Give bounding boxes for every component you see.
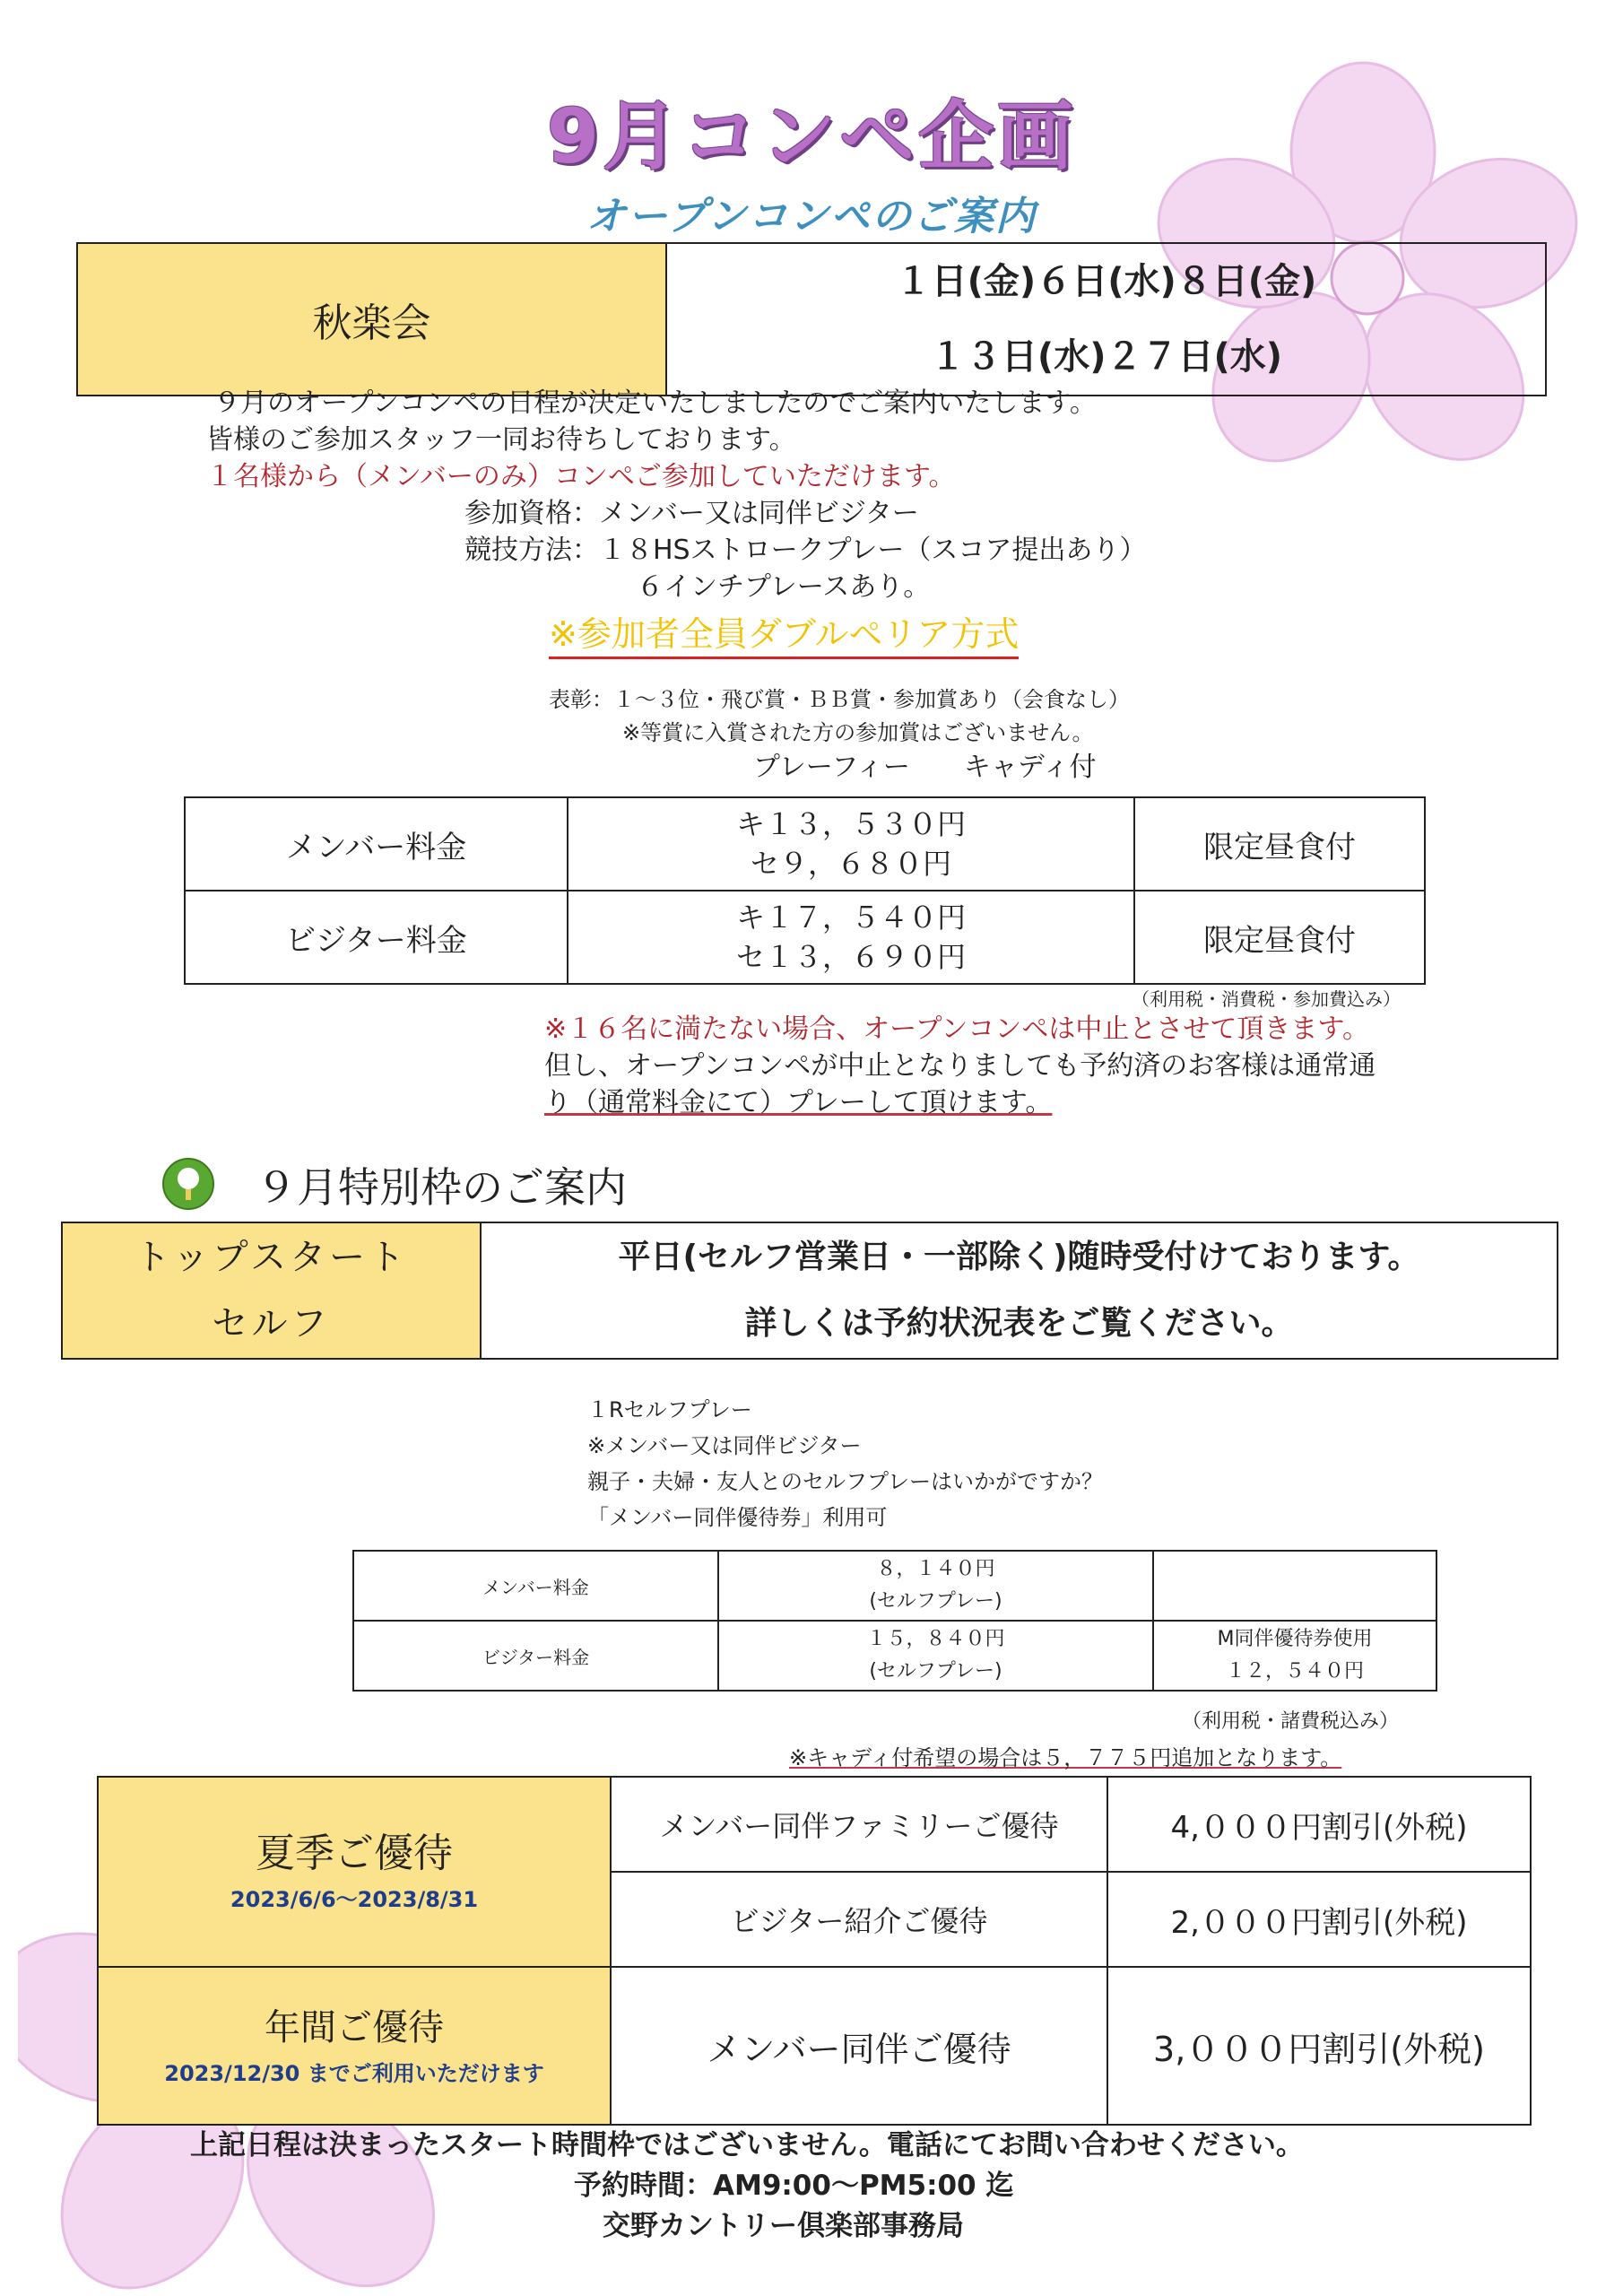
cancel-note-2: 但し、オープンコンペが中止となりましても予約済のお客様は通常通 xyxy=(544,1050,1376,1082)
self-fee-note-visitor xyxy=(1153,1621,1436,1691)
self-fee-price-member-sub: (セルフプレー) xyxy=(869,1590,1002,1613)
footer-reservation-hours: 予約時間：AM9:00～PM5:00 迄 xyxy=(574,2170,1014,2202)
special-description xyxy=(481,1222,1558,1359)
annual-offer-item-name: メンバー同伴ご優待 xyxy=(611,1967,1107,2125)
self-fee-note-visitor-2: １２，５４０円 xyxy=(1225,1660,1364,1683)
self-fee-price-visitor xyxy=(718,1621,1153,1691)
special-desc-line2: 詳しくは予約状況表をご覧ください。 xyxy=(744,1305,1294,1342)
special-info-2: ※メンバー又は同伴ビジター xyxy=(587,1433,862,1458)
event-dates-line1: １日(金)６日(水)８日(金) xyxy=(895,261,1317,302)
cancel-note: ※１６名に満たない場合、オープンコンペは中止とさせて頂きます。 xyxy=(544,1013,1370,1045)
competition-method-note: ６インチプレースあり。 xyxy=(637,571,931,603)
fee-note-visitor: 限定昼食付 xyxy=(1134,891,1425,984)
page-title: 9月コンペ企画 xyxy=(546,92,1077,180)
event-dates xyxy=(666,243,1546,396)
fee-label-member: メンバー料金 xyxy=(185,797,568,891)
event-dates-line2: １３日(水)２７日(水) xyxy=(929,336,1283,378)
event-table xyxy=(76,242,1547,396)
awards-note: ※等賞に入賞された方の参加賞はございません。 xyxy=(622,720,1094,745)
special-label-line1: トップスタート xyxy=(134,1237,409,1278)
self-fee-price-visitor-value: １５，８４０円 xyxy=(866,1628,1005,1650)
fee-header: プレーフィー キャディ付 xyxy=(753,752,1097,783)
summer-offer-item-1-name: メンバー同伴ファミリーご優待 xyxy=(611,1777,1107,1872)
special-desc-line1: 平日(セルフ営業日・一部除く)随時受付けております。 xyxy=(618,1239,1420,1275)
fee-price-visitor-self: セ１３，６９０円 xyxy=(735,940,966,974)
footer-club-office: 交野カントリー倶楽部事務局 xyxy=(603,2210,964,2242)
fee-label-visitor: ビジター料金 xyxy=(185,891,568,984)
intro-line1: ９月のオープンコンペの日程が決定いたしましたのでご案内いたします。 xyxy=(213,387,1097,419)
fee-price-visitor xyxy=(568,891,1134,984)
special-label xyxy=(62,1222,481,1359)
self-fee-price-visitor-sub: (セルフプレー) xyxy=(869,1660,1002,1683)
self-fee-note-visitor-1: M同伴優待券使用 xyxy=(1217,1628,1373,1650)
fee-price-visitor-caddie: キ１７，５４０円 xyxy=(735,900,966,935)
special-table xyxy=(61,1222,1558,1360)
summer-offer-item-2-discount: 2,０００円割引(外税) xyxy=(1107,1872,1531,1967)
fee-tax-note: （利用税・消費税・参加費込み） xyxy=(1132,988,1401,1010)
intro-line2: 皆様のご参加スタッフ一同お待ちしております。 xyxy=(206,424,796,456)
self-fee-label-member: メンバー料金 xyxy=(353,1551,718,1621)
summer-offer-period: 2023/6/6～2023/8/31 xyxy=(230,1887,479,1912)
peoria-note: ※参加者全員ダブルペリア方式 xyxy=(549,612,1019,659)
special-info-1: １Rセルフプレー xyxy=(587,1397,752,1422)
summer-offer-item-2-name: ビジター紹介ご優待 xyxy=(611,1872,1107,1967)
footer-line1: 上記日程は決まったスタート時間枠ではございません。電話にてお問い合わせください。 xyxy=(190,2129,1304,2161)
awards: 表彰：１～３位・飛び賞・ＢＢ賞・参加賞あり（会食なし） xyxy=(549,687,1130,712)
self-fee-price-member-value: ８，１４０円 xyxy=(876,1558,995,1580)
self-fee-note-member xyxy=(1153,1551,1436,1621)
special-info-4: 「メンバー同伴優待券」利用可 xyxy=(587,1505,888,1530)
special-info-3: 親子・夫婦・友人とのセルフプレーはいかがですか？ xyxy=(587,1469,1104,1494)
self-fee-label-visitor: ビジター料金 xyxy=(353,1621,718,1691)
event-name: 秋楽会 xyxy=(77,243,666,396)
self-fee-tax-note: （利用税・諸費税込み） xyxy=(1182,1710,1400,1733)
fee-price-member-self: セ９，６８０円 xyxy=(750,847,951,881)
annual-offer-title: 年間ご優待 xyxy=(265,2007,444,2048)
offers-table xyxy=(97,1776,1532,2126)
caddie-note: ※キャディ付希望の場合は５，７７５円追加となります。 xyxy=(789,1745,1342,1770)
fee-note-member: 限定昼食付 xyxy=(1134,797,1425,891)
summer-offer-title: 夏季ご優待 xyxy=(256,1831,453,1876)
fee-price-member xyxy=(568,797,1134,891)
cancel-note-3: り（通常料金にて）プレーして頂けます。 xyxy=(544,1087,1053,1118)
summer-offer xyxy=(98,1777,611,1967)
summer-offer-item-1-discount: 4,０００円割引(外税) xyxy=(1107,1777,1531,1872)
competition-method: 競技方法：１８HSストロークプレー（スコア提出あり） xyxy=(464,535,1147,566)
fee-price-member-caddie: キ１３，５３０円 xyxy=(735,807,966,841)
annual-offer-item-discount: 3,０００円割引(外税) xyxy=(1107,1967,1531,2125)
eligibility: 参加資格：メンバー又は同伴ビジター xyxy=(464,498,919,529)
annual-offer-period: 2023/12/30 までご利用いただけます xyxy=(164,2061,544,2086)
intro-line3: １名様から（メンバーのみ）コンペご参加していただけます。 xyxy=(206,461,956,492)
fee-table xyxy=(184,796,1426,985)
page-subtitle: オープンコンペのご案内 xyxy=(586,194,1037,239)
special-heading: ９月特別枠のご案内 xyxy=(256,1163,627,1212)
golf-ball-icon xyxy=(161,1157,215,1211)
annual-offer xyxy=(98,1967,611,2125)
self-fee-price-member xyxy=(718,1551,1153,1621)
special-label-line2: セルフ xyxy=(212,1303,331,1344)
self-fee-table xyxy=(352,1550,1437,1692)
